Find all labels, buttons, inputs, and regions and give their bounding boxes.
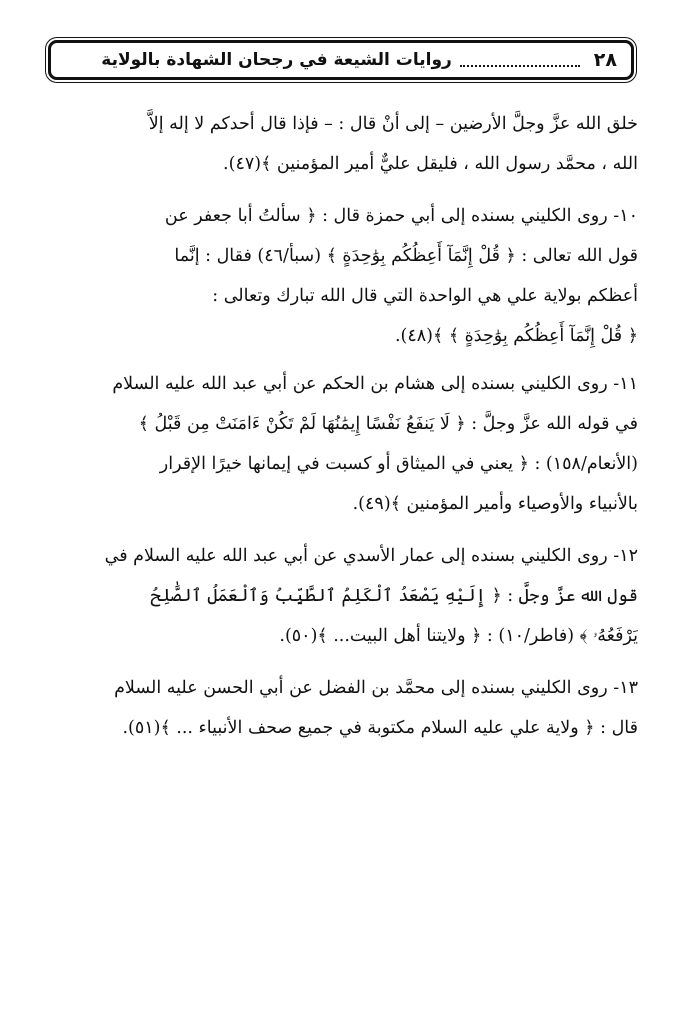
text-line: قول الله تعالى : ﴿ قُلْ إِنَّمَآ أَعِظُكُم بِوَٰحِدَةٍ ﴾ (سبأ/٤٦) فقال : إنَّما xyxy=(174,246,638,266)
narration-12 xyxy=(46,536,638,656)
text-line: الله ، محمَّد رسول الله ، فليقل عليٌّ أمير المؤمنين ﴾(٤٧). xyxy=(223,154,638,174)
paragraph-continuation xyxy=(46,104,638,184)
text-line: قال : ﴿ ولاية علي عليه السلام مكتوبة في جميع صحف الأنبياء ... ﴾(٥١). xyxy=(122,718,638,738)
text-line: ١١- روى الكليني بسنده إلى هشام بن الحكم عن أبي عبد الله عليه السلام xyxy=(112,374,638,394)
header-dotted-leader xyxy=(460,61,580,67)
text-line: بالأنبياء والأوصياء وأمير المؤمنين ﴾(٤٩). xyxy=(352,494,638,514)
text-line: ﴿ قُلْ إِنَّمَآ أَعِظُكُم بِوَٰحِدَةٍ ﴾ ﴾(٤٨). xyxy=(394,326,638,346)
text-line: ١٣- روى الكليني بسنده إلى محمَّد بن الفضل عن أبي الحسن عليه السلام xyxy=(114,678,638,698)
narration-10 xyxy=(46,196,638,356)
narration-13 xyxy=(46,668,638,748)
text-line: ١٢- روى الكليني بسنده إلى عمار الأسدي عن أبي عبد الله عليه السلام في xyxy=(104,546,638,566)
text-line: خلق الله عزَّ وجلَّ الأرضين – إلى أنْ قال : – فإذا قال أحدكم لا إله إلاَّ xyxy=(148,114,638,134)
body-text xyxy=(46,104,638,748)
text-line: يَرْفَعُهُۥ ﴾ (فاطر/١٠) : ﴿ ولايتنا أهل البيت... ﴾(٥٠). xyxy=(279,626,638,646)
page-number: ٢٨ xyxy=(593,49,617,71)
page-header xyxy=(48,40,634,80)
text-line: (الأنعام/١٥٨) : ﴿ يعني في الميثاق أو كسبت في إيمانها خيرًا الإقرار xyxy=(159,454,638,474)
text-line: ١٠- روى الكليني بسنده إلى أبي حمزة قال : ﴿ سألتُ أبا جعفر عن xyxy=(164,206,638,226)
text-line: قول الله عزَّ وجلَّ : ﴿ إِلَيْهِ يَصْعَدُ ٱلْكَلِمُ ٱلطَّيِّبُ وَٱلْعَمَلُ ٱلصَّٰلِحُ xyxy=(150,586,638,606)
text-line: أعظكم بولاية علي هي الواحدة التي قال الله تبارك وتعالى : xyxy=(212,286,638,306)
text-line: في قوله الله عزَّ وجلَّ : ﴿ لَا يَنفَعُ نَفْسًا إِيمَٰنُهَا لَمْ تَكُنْ ءَامَنَتْ مِن قَبْلُ ﴾ xyxy=(138,414,638,434)
narration-11 xyxy=(46,364,638,524)
running-title: روايات الشيعة في رجحان الشهادة بالولاية xyxy=(101,50,452,70)
